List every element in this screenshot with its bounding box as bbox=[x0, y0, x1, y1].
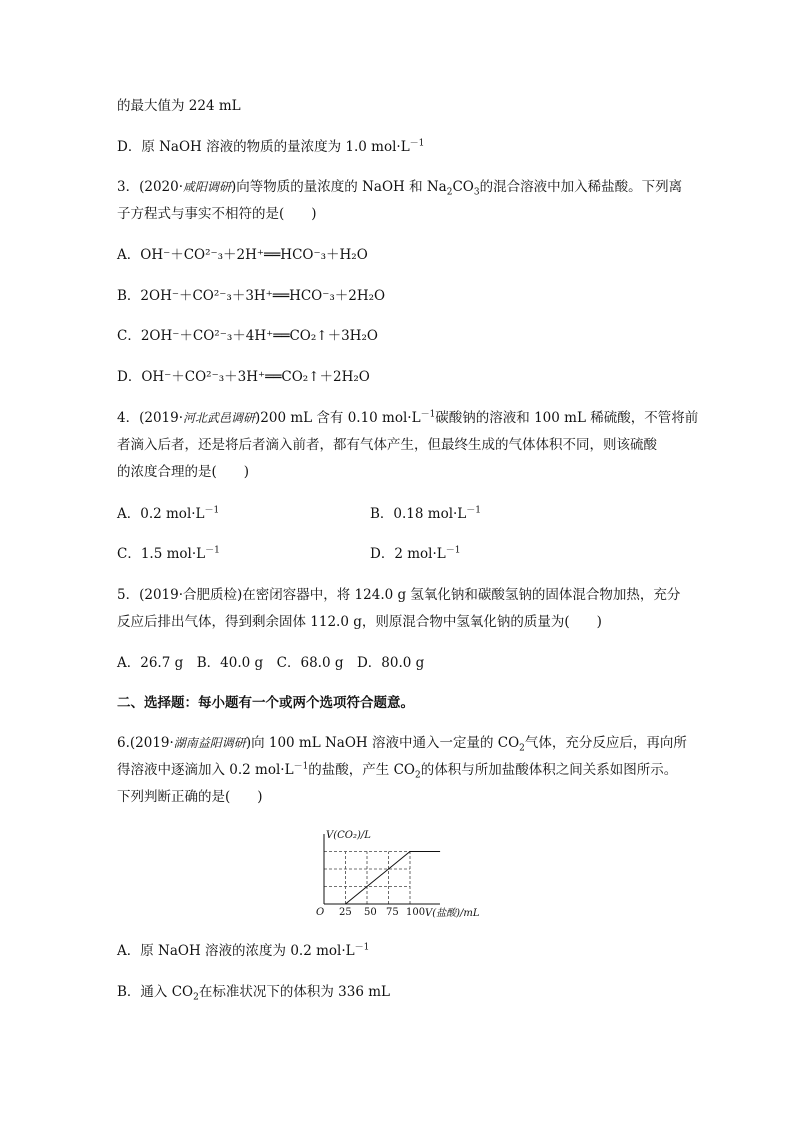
q3-option-a: A．OH⁻＋CO²⁻₃＋2H⁺══HCO⁻₃＋H₂O bbox=[117, 247, 368, 263]
x-tick-25: 25 bbox=[339, 907, 352, 918]
question-5: 5．(2019·合肥质检)在密闭容器中，将 124.0 g 氢氧化钠和碳酸氢钠的固体混合物加热，充分 bbox=[117, 587, 681, 603]
x-tick-50: 50 bbox=[364, 907, 377, 918]
q5-options: A．26.7 g B．40.0 g C．68.0 g D．80.0 g bbox=[117, 655, 425, 671]
q3-option-d: D．OH⁻＋CO²⁻₃＋3H⁺══CO₂↑＋2H₂O bbox=[117, 369, 370, 385]
x-tick-75: 75 bbox=[386, 907, 399, 918]
q6-option-b: B．通入 $CO_2$在标准状况下的体积为 336 mL bbox=[117, 984, 390, 1003]
prev-option-d: D．原 NaOH 溶液的物质的量浓度为 1.0 $mol\cdot L^{-1}$ bbox=[117, 138, 425, 155]
q4-option-b: B．0.18 $mol\cdot L^{-1}$ bbox=[370, 505, 482, 522]
origin-label: O bbox=[316, 907, 325, 918]
q6-option-a: A．原 NaOH 溶液的浓度为 0.2 $mol\cdot L^{-1}$ bbox=[117, 942, 370, 959]
section-2-heading: 二、选择题：每小题有一个或两个选项符合题意。 bbox=[117, 695, 414, 711]
text-line-1: 的最大值为 224 mL bbox=[117, 98, 241, 114]
q4-option-d: D．2 $mol\cdot L^{-1}$ bbox=[370, 545, 461, 562]
data-line bbox=[346, 852, 441, 905]
question-6-line-3: 下列判断正确的是( ) bbox=[117, 789, 263, 805]
question-4: 4．(2019·河北武邑调研)200 mL 含有 0.10 $mol\cdot L^{-1}$碳酸钠的溶液和 100 mL 稀硫酸，不管将前 bbox=[117, 409, 699, 426]
co2-volume-graph bbox=[310, 828, 490, 920]
question-3-line-2: 子方程式与事实不相符的是( ) bbox=[117, 206, 317, 222]
q3-option-c: C．2OH⁻＋CO²⁻₃＋4H⁺══CO₂↑＋3H₂O bbox=[117, 328, 378, 344]
y-axis-label: V(CO₂)/L bbox=[326, 830, 371, 841]
question-6: 6.(2019·湖南益阳调研)向 100 mL NaOH 溶液中通入一定量的 $CO_2$气体，充分反应后，再向所 bbox=[117, 735, 687, 754]
q3-option-b: B．2OH⁻＋CO²⁻₃＋3H⁺══HCO⁻₃＋2H₂O bbox=[117, 288, 386, 304]
q4-option-a: A．0.2 $mol\cdot L^{-1}$ bbox=[117, 505, 220, 522]
question-5-line-2: 反应后排出气体，得到剩余固体 112.0 g，则原混合物中氢氧化钠的质量为( ) bbox=[117, 614, 602, 630]
q4-option-c: C．1.5 $mol\cdot L^{-1}$ bbox=[117, 545, 220, 562]
question-4-line-2: 者滴入后者，还是将后者滴入前者，都有气体产生，但最终生成的气体体积不同，则该硫酸 bbox=[117, 437, 657, 453]
question-3: 3．(2020·咸阳调研)向等物质的量浓度的 NaOH 和 $Na_2CO_3$的混合溶液中加入稀盐酸。下列离 bbox=[117, 179, 683, 198]
graph-grid bbox=[324, 852, 410, 905]
question-4-line-3: 的浓度合理的是( ) bbox=[117, 464, 250, 480]
x-tick-100: 100 bbox=[406, 907, 426, 918]
question-6-line-2: 得溶液中逐滴加入 0.2 $mol\cdot L^{-1}$的盐酸，产生 $CO_2$的体积与所加盐酸体积之间关系如图所示。 bbox=[117, 761, 678, 781]
x-axis-label: V(盐酸)/mL bbox=[425, 908, 480, 919]
